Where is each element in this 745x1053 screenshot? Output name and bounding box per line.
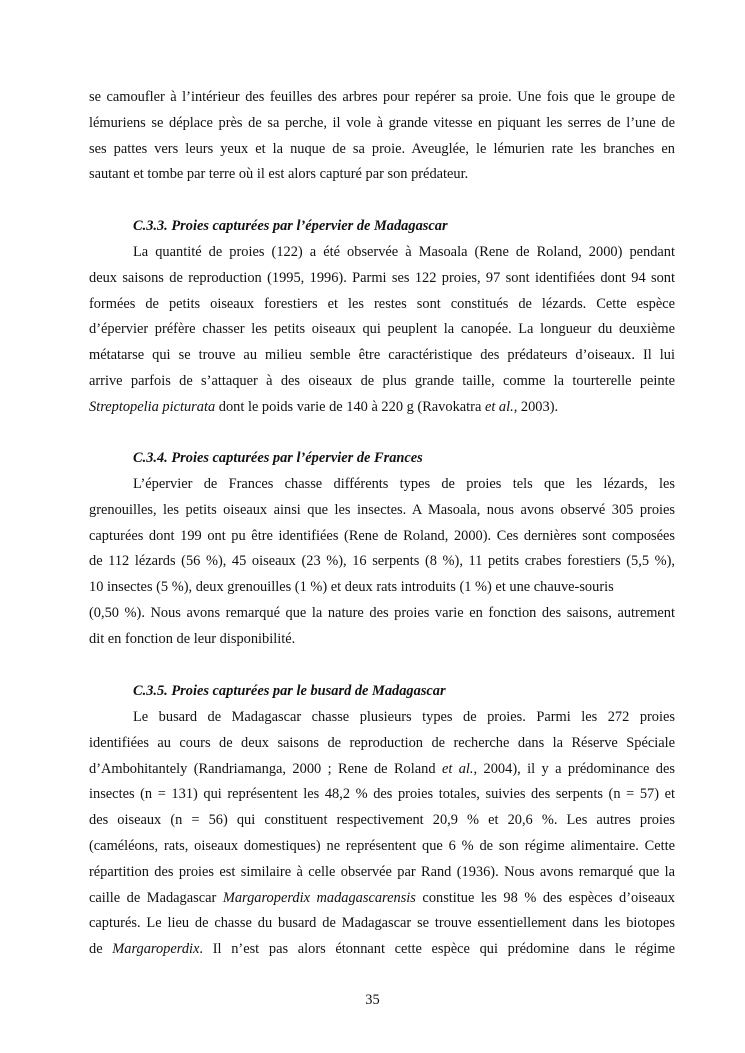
text-line: (0,50 %). Nous avons remarqué que la nature des proies varie en fonction des saisons, autrement — [89, 604, 675, 621]
species-name: Margaroperdix — [112, 941, 200, 958]
text-line: répartition des proies est similaire à celle observée par Rand (1936). Nous avons remarqué que la — [89, 863, 675, 880]
text-line: ses pattes vers leurs yeux et la nuque de sa proie. Aveuglée, le lémurien rate les branches en — [89, 140, 675, 157]
section-c335-paragraph — [89, 705, 675, 963]
text-fragment: d’Ambohitantely (Randriamanga, 2000 ; Rene de Roland — [89, 760, 442, 777]
section-heading-c333: C.3.3. Proies capturées par l’épervier de Madagascar — [133, 218, 448, 234]
text-line: lémuriens se déplace près de sa perche, il vole à grande vitesse en piquant les serres de l’une de — [89, 114, 675, 131]
text-line — [89, 937, 675, 963]
text-line — [89, 757, 675, 783]
text-line: dit en fonction de leur disponibilité. — [89, 630, 296, 647]
intro-paragraph — [89, 85, 675, 188]
text-fragment: constitue les 98 % des espèces d’oiseaux — [415, 889, 675, 906]
text-line: La quantité de proies (122) a été observée à Masoala (Rene de Roland, 2000) pendant — [133, 244, 675, 260]
section-heading-c335: C.3.5. Proies capturées par le busard de Madagascar — [133, 683, 446, 699]
text-line: capturés. Le lieu de chasse du busard de Madagascar se trouve essentiellement dans les biotopes — [89, 915, 675, 932]
text-line: (caméléons, rats, oiseaux domestiques) ne représentent que 6 % de son régime alimentaire. Cette — [89, 837, 675, 854]
section-c334-paragraph — [89, 472, 675, 653]
text-line: capturées dont 199 ont pu être identifiées (Rene de Roland, 2000). Ces dernières sont composées — [89, 527, 675, 544]
text-line: d’épervier préfère chasser les petits oiseaux qui peuplent la canopée. La longueur du deuxième — [89, 321, 675, 338]
text-line: formées de petits oiseaux forestiers et les restes sont constitués de lézards. Cette espèce — [89, 295, 675, 312]
citation-etal: et al. — [441, 760, 474, 777]
text-line: 10 insectes (5 %), deux grenouilles (1 %) et deux rats introduits (1 %) et une chauve-souris — [89, 579, 614, 596]
species-name: Streptopelia picturata — [89, 398, 216, 415]
text-line: identifiées au cours de deux saisons de reproduction de recherche dans la Réserve Spéciale — [89, 734, 675, 751]
text-line: L’épervier de Frances chasse différents types de proies tels que les lézards, les — [133, 476, 675, 492]
text-fragment: caille de Madagascar — [89, 889, 223, 906]
text-fragment: , 2003). — [513, 398, 559, 415]
text-fragment: . Il n’est pas alors étonnant cette espèce qui prédomine dans le régime — [199, 941, 675, 958]
text-line: grenouilles, les petits oiseaux ainsi que les insectes. A Masoala, nous avons observé 305 proies — [89, 501, 675, 518]
page-number: 35 — [365, 992, 380, 1008]
text-line: arrive parfois de s’attaquer à des oiseaux de plus grande taille, comme la tourterelle peinte — [89, 372, 675, 389]
text-line: insectes (n = 131) qui représentent les 48,2 % des proies totales, suivies des serpents (n = 57) et — [89, 786, 675, 803]
text-line — [89, 886, 675, 912]
species-name: Margaroperdix madagascarensis — [222, 889, 416, 906]
text-line: deux saisons de reproduction (1995, 1996). Parmi ses 122 proies, 97 sont identifiées dont 94 sont — [89, 269, 675, 286]
text-fragment: de — [89, 941, 113, 958]
text-fragment: , 2004), il y a prédominance des — [473, 760, 675, 777]
text-line: Le busard de Madagascar chasse plusieurs types de proies. Parmi les 272 proies — [133, 709, 675, 725]
text-line: de 112 lézards (56 %), 45 oiseaux (23 %), 16 serpents (8 %), 11 petits crabes forestiers (5,5 %), — [89, 553, 675, 570]
citation-etal: et al. — [484, 398, 514, 415]
text-line — [89, 395, 675, 421]
text-line: métatarse qui se trouve au milieu semble être caractéristique des prédateurs d’oiseaux. Il lui — [89, 347, 675, 364]
text-fragment: dont le poids varie de 140 à 220 g (Ravokatra — [215, 398, 485, 415]
text-line: des oiseaux (n = 56) qui constituent respectivement 20,9 % et 20,6 %. Les autres proies — [89, 812, 675, 829]
text-line: se camoufler à l’intérieur des feuilles des arbres pour repérer sa proie. Une fois que le groupe de — [89, 89, 675, 105]
section-heading-c334: C.3.4. Proies capturées par l’épervier de Frances — [133, 450, 423, 466]
text-line: sautant et tombe par terre où il est alors capturé par son prédateur. — [89, 166, 469, 183]
section-c333-paragraph — [89, 240, 675, 421]
